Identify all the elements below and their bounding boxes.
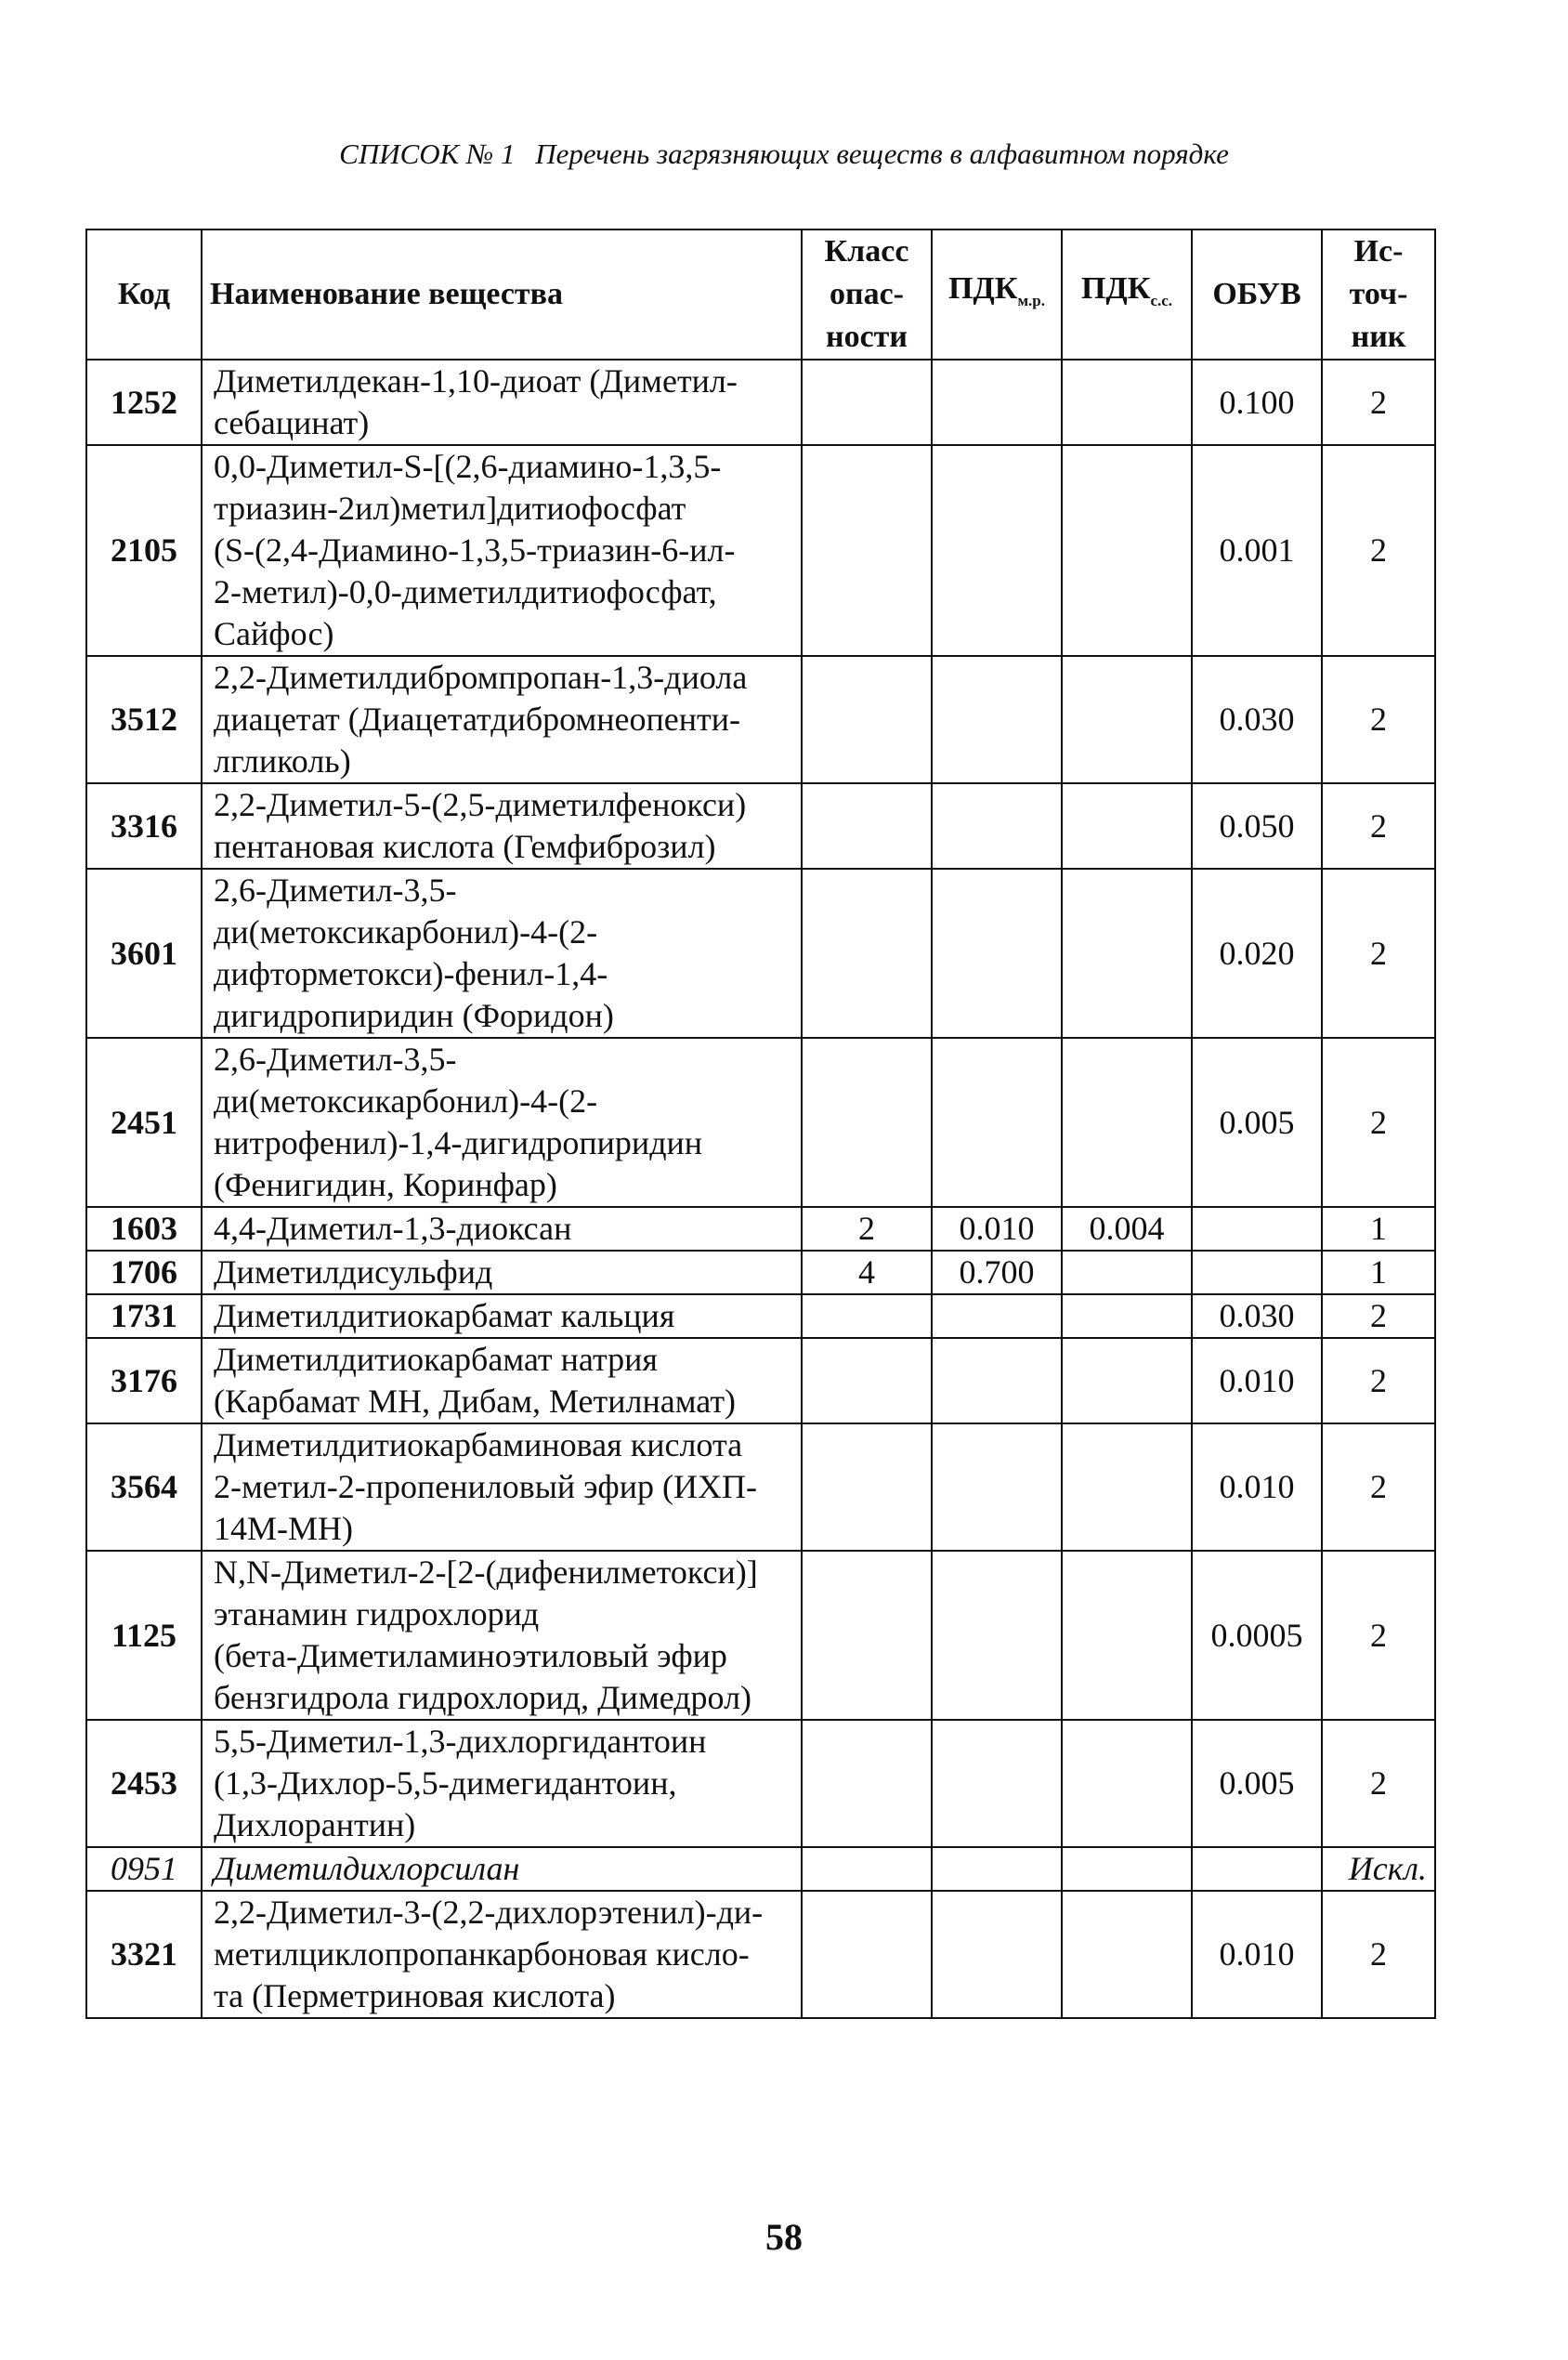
cell-code: 0951 (86, 1847, 202, 1891)
cell-obuv: 0.010 (1192, 1423, 1322, 1551)
cell-hazard-class (802, 1038, 932, 1207)
col-header-pdk-ss (1062, 229, 1192, 360)
table-row (86, 445, 1435, 656)
page-header (0, 138, 1568, 171)
cell-pdk-ss (1062, 1294, 1192, 1338)
cell-obuv: 0.100 (1192, 360, 1322, 445)
col-header-pdk-mr (932, 229, 1062, 360)
cell-hazard-class (802, 1720, 932, 1847)
table-row (86, 1338, 1435, 1423)
cell-hazard-class: 4 (802, 1251, 932, 1294)
cell-pdk-ss (1062, 445, 1192, 656)
cell-pdk-ss (1062, 1423, 1192, 1551)
cell-code: 1252 (86, 360, 202, 445)
table-row (86, 783, 1435, 869)
cell-source: 2 (1322, 656, 1435, 783)
table-header-row (86, 229, 1435, 360)
cell-pdk-mr (932, 1847, 1062, 1891)
cell-name: 5,5-Диметил-1,3-дихлоргидантоин (1,3-Дихлор-5,5-димегидантоин, Дихлорантин) (202, 1720, 802, 1847)
cell-code: 3176 (86, 1338, 202, 1423)
cell-name: Диметилдихлорсилан (202, 1847, 802, 1891)
cell-pdk-mr (932, 1720, 1062, 1847)
col-header-source (1322, 229, 1435, 360)
cell-hazard-class (802, 1423, 932, 1551)
cell-pdk-mr (932, 1294, 1062, 1338)
col-header-source-text: Ис- точ- ник (1349, 234, 1408, 354)
col-header-pdk-ss-sub: с.с. (1150, 291, 1173, 309)
cell-hazard-class (802, 1891, 932, 2018)
cell-code: 3321 (86, 1891, 202, 2018)
cell-name: Диметилдитиокарбамат кальция (202, 1294, 802, 1338)
table-row (86, 1423, 1435, 1551)
cell-name: 4,4-Диметил-1,3-диоксан (202, 1207, 802, 1251)
col-header-obuv: ОБУВ (1192, 229, 1322, 360)
cell-name: 2,2-Диметил-5-(2,5-диметилфенокси) пентановая кислота (Гемфиброзил) (202, 783, 802, 869)
cell-code: 3601 (86, 869, 202, 1038)
table-row (86, 360, 1435, 445)
cell-pdk-mr (932, 1423, 1062, 1551)
cell-obuv: 0.0005 (1192, 1551, 1322, 1720)
cell-source: 2 (1322, 1551, 1435, 1720)
cell-name: 2,6-Диметил-3,5- ди(метоксикарбонил)-4-(2- нитрофенил)-1,4-дигидропиридин (Фенигидин, Коринфар) (202, 1038, 802, 1207)
cell-hazard-class (802, 360, 932, 445)
cell-pdk-mr (932, 783, 1062, 869)
cell-pdk-ss (1062, 1720, 1192, 1847)
cell-name: 0,0-Диметил-S-[(2,6-диамино-1,3,5- триазин-2ил)метил]дитиофосфат (S-(2,4-Диамино-1,3,5-триазин-6-ил- 2-метил)-0,0-диметилдитиофосфат, Сайфос) (202, 445, 802, 656)
cell-pdk-mr (932, 656, 1062, 783)
cell-pdk-ss (1062, 1551, 1192, 1720)
cell-pdk-ss (1062, 1847, 1192, 1891)
cell-hazard-class (802, 656, 932, 783)
cell-source: 2 (1322, 783, 1435, 869)
cell-pdk-ss (1062, 783, 1192, 869)
cell-hazard-class (802, 445, 932, 656)
cell-hazard-class (802, 1294, 932, 1338)
cell-name: 2,6-Диметил-3,5- ди(метоксикарбонил)-4-(2- дифторметокси)-фенил-1,4- дигидропиридин (Форидон) (202, 869, 802, 1038)
col-header-pdk-ss-main: ПДК (1080, 270, 1151, 306)
col-header-pdk-mr-main: ПДК (947, 270, 1018, 306)
cell-hazard-class: 2 (802, 1207, 932, 1251)
cell-pdk-mr (932, 360, 1062, 445)
cell-name: N,N-Диметил-2-[2-(дифенилметокси)] этанамин гидрохлорид (бета-Диметиламиноэтиловый эфир бензгидрола гидрохлорид, Димедрол) (202, 1551, 802, 1720)
cell-pdk-ss (1062, 1038, 1192, 1207)
cell-source: 2 (1322, 1423, 1435, 1551)
cell-code: 2453 (86, 1720, 202, 1847)
cell-obuv: 0.020 (1192, 869, 1322, 1038)
cell-pdk-ss: 0.004 (1062, 1207, 1192, 1251)
list-label: СПИСОК № 1 (339, 138, 516, 170)
cell-source: 1 (1322, 1251, 1435, 1294)
cell-name: Диметилдисульфид (202, 1251, 802, 1294)
cell-source: Искл. (1322, 1847, 1435, 1891)
cell-name: Диметилдитиокарбамат натрия (Карбамат МН, Дибам, Метилнамат) (202, 1338, 802, 1423)
cell-pdk-ss (1062, 869, 1192, 1038)
cell-name: Диметилдекан-1,10-диоат (Диметил- себацинат) (202, 360, 802, 445)
cell-code: 1125 (86, 1551, 202, 1720)
cell-obuv: 0.010 (1192, 1891, 1322, 2018)
cell-hazard-class (802, 869, 932, 1038)
cell-pdk-ss (1062, 1251, 1192, 1294)
cell-source: 2 (1322, 869, 1435, 1038)
cell-hazard-class (802, 783, 932, 869)
cell-obuv: 0.010 (1192, 1338, 1322, 1423)
cell-pdk-mr (932, 869, 1062, 1038)
cell-pdk-ss (1062, 656, 1192, 783)
cell-code: 1603 (86, 1207, 202, 1251)
cell-code: 1731 (86, 1294, 202, 1338)
cell-obuv: 0.001 (1192, 445, 1322, 656)
cell-name: 2,2-Диметилдибромпропан-1,3-диола диацетат (Диацетатдибромнеопенти- лгликоль) (202, 656, 802, 783)
col-header-code: Код (86, 229, 202, 360)
table-row (86, 656, 1435, 783)
cell-pdk-mr: 0.700 (932, 1251, 1062, 1294)
table-row (86, 1294, 1435, 1338)
page-number: 58 (765, 2216, 803, 2258)
cell-source: 2 (1322, 1294, 1435, 1338)
cell-hazard-class (802, 1551, 932, 1720)
cell-pdk-ss (1062, 1338, 1192, 1423)
table-row (86, 1251, 1435, 1294)
col-header-hazard-class (802, 229, 932, 360)
col-header-hazard-class-text: Класс опас- ности (824, 234, 909, 354)
cell-pdk-mr (932, 1891, 1062, 2018)
cell-source: 2 (1322, 1720, 1435, 1847)
cell-source: 2 (1322, 1891, 1435, 2018)
cell-source: 2 (1322, 360, 1435, 445)
cell-code: 2105 (86, 445, 202, 656)
cell-hazard-class (802, 1338, 932, 1423)
cell-source: 1 (1322, 1207, 1435, 1251)
cell-obuv (1192, 1847, 1322, 1891)
cell-obuv: 0.005 (1192, 1038, 1322, 1207)
table-row (86, 1720, 1435, 1847)
cell-code: 3564 (86, 1423, 202, 1551)
cell-source: 2 (1322, 1038, 1435, 1207)
col-header-name: Наименование вещества (202, 229, 802, 360)
cell-obuv (1192, 1251, 1322, 1294)
cell-pdk-mr (932, 1038, 1062, 1207)
cell-source: 2 (1322, 445, 1435, 656)
cell-code: 1706 (86, 1251, 202, 1294)
cell-name: 2,2-Диметил-3-(2,2-дихлорэтенил)-ди- метилциклопропанкарбоновая кисло- та (Перметриновая кислота) (202, 1891, 802, 2018)
cell-name: Диметилдитиокарбаминовая кислота 2-метил-2-пропениловый эфир (ИХП- 14М-МН) (202, 1423, 802, 1551)
cell-pdk-ss (1062, 360, 1192, 445)
table-row (86, 1551, 1435, 1720)
cell-source: 2 (1322, 1338, 1435, 1423)
table-row (86, 1891, 1435, 2018)
cell-obuv: 0.030 (1192, 656, 1322, 783)
cell-code: 2451 (86, 1038, 202, 1207)
cell-obuv: 0.050 (1192, 783, 1322, 869)
substances-table (85, 229, 1436, 2019)
cell-pdk-mr (932, 1338, 1062, 1423)
table-row (86, 1038, 1435, 1207)
list-title: Перечень загрязняющих веществ в алфавитном порядке (535, 138, 1229, 170)
cell-pdk-ss (1062, 1891, 1192, 2018)
cell-hazard-class (802, 1847, 932, 1891)
cell-pdk-mr (932, 445, 1062, 656)
table-body (86, 360, 1435, 2018)
cell-pdk-mr: 0.010 (932, 1207, 1062, 1251)
cell-code: 3316 (86, 783, 202, 869)
cell-obuv: 0.030 (1192, 1294, 1322, 1338)
table-row (86, 1847, 1435, 1891)
cell-pdk-mr (932, 1551, 1062, 1720)
cell-obuv: 0.005 (1192, 1720, 1322, 1847)
col-header-pdk-mr-sub: м.р. (1017, 291, 1046, 309)
table-row (86, 1207, 1435, 1251)
cell-obuv (1192, 1207, 1322, 1251)
cell-code: 3512 (86, 656, 202, 783)
table-row (86, 869, 1435, 1038)
